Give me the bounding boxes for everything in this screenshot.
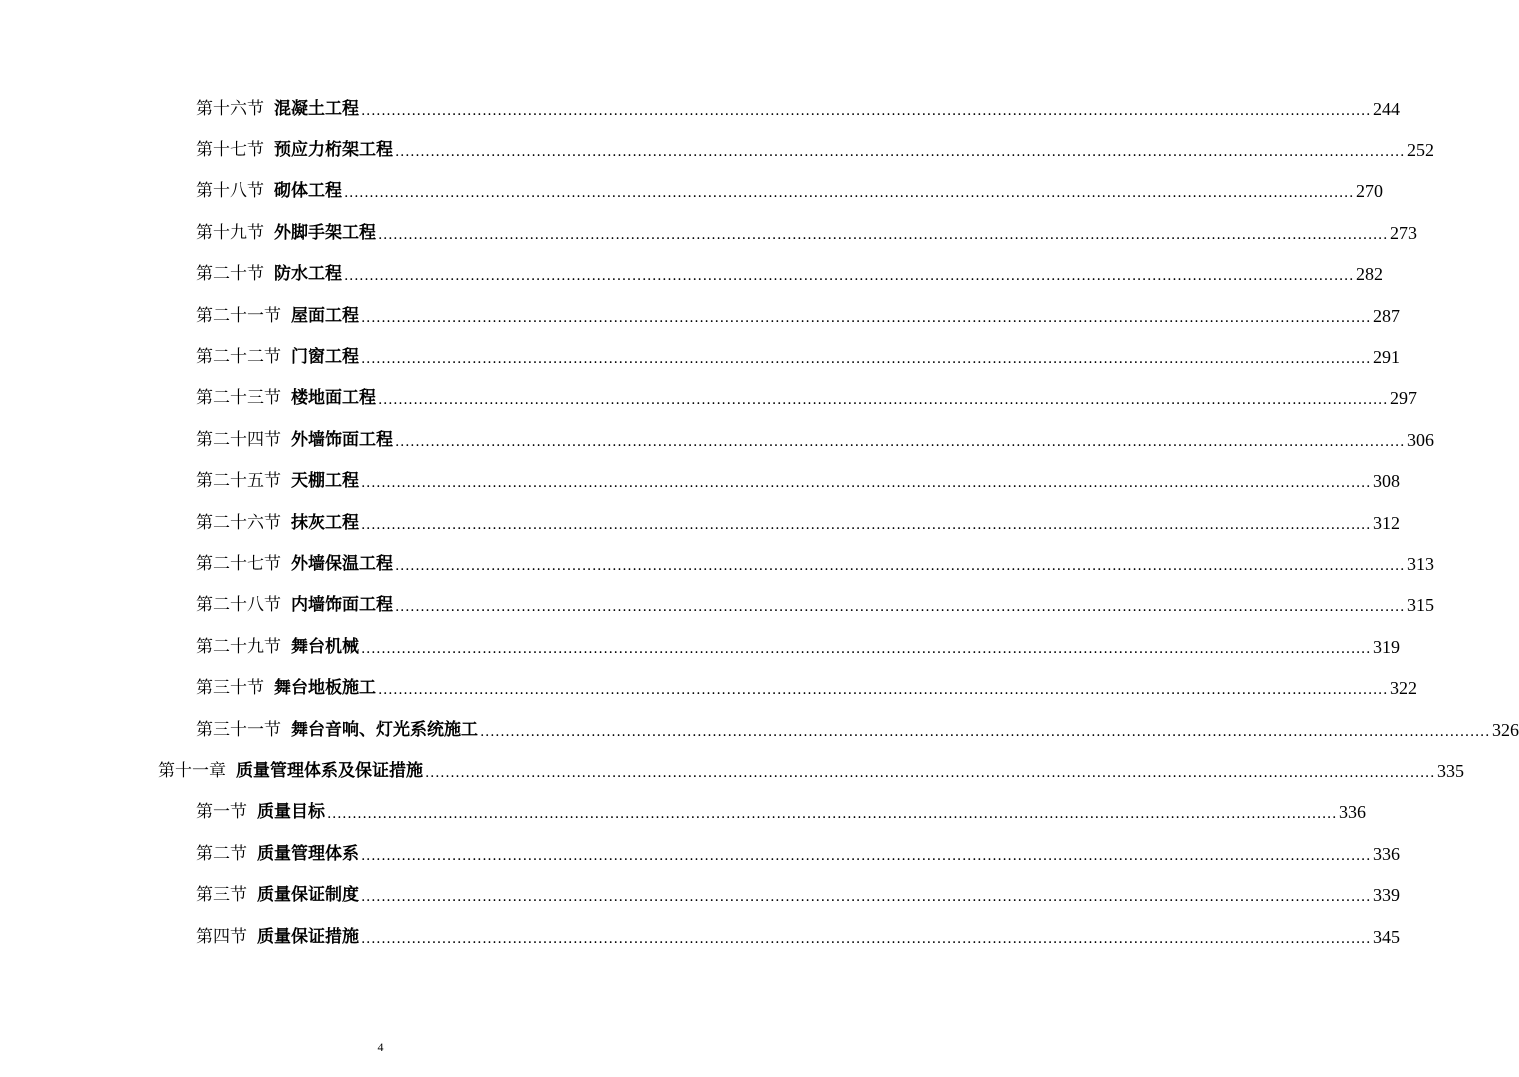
- toc-section-entry[interactable]: [0, 254, 1384, 295]
- toc-entry-title: 门窗工程: [291, 347, 359, 368]
- toc-entry-page: 319: [1373, 636, 1401, 657]
- toc-section-entry[interactable]: [0, 419, 1435, 460]
- toc-entry-title: 预应力桁架工程: [274, 140, 393, 161]
- toc-entry-page: 339: [1373, 885, 1401, 906]
- dot-leader: ........................................................................................................................................................................................................: [361, 847, 1372, 864]
- toc-entry-title: 混凝土工程: [274, 98, 359, 119]
- dot-leader: ........................................................................................................................................................................................................: [378, 682, 1389, 699]
- dot-leader: ........................................................................................................................................................................................................: [480, 723, 1491, 740]
- toc-entry-page: 336: [1373, 843, 1401, 864]
- toc-section-entry[interactable]: [0, 212, 1418, 253]
- dot-leader: ........................................................................................................................................................................................................: [378, 226, 1389, 243]
- toc-entry-title: 防水工程: [274, 264, 342, 285]
- toc-entry-number: 第二十六节: [196, 512, 281, 533]
- toc-section-entry[interactable]: [0, 585, 1435, 626]
- toc-entry-number: 第一节: [196, 802, 247, 823]
- toc-entry-number: 第十八节: [196, 181, 264, 202]
- dot-leader: ........................................................................................................................................................................................................: [378, 392, 1389, 409]
- toc-section-entry[interactable]: [0, 88, 1401, 129]
- toc-entry-title: 楼地面工程: [291, 388, 376, 409]
- toc-entry-number: 第二十四节: [196, 429, 281, 450]
- toc-entry-page: 306: [1407, 429, 1435, 450]
- toc-entry-page: 322: [1390, 678, 1418, 699]
- dot-leader: ........................................................................................................................................................................................................: [395, 557, 1406, 574]
- toc-entry-number: 第二十二节: [196, 347, 281, 368]
- toc-entry-number: 第二节: [196, 843, 247, 864]
- toc-entry-title: 天棚工程: [291, 471, 359, 492]
- toc-entry-number: 第四节: [196, 926, 247, 947]
- dot-leader: ........................................................................................................................................................................................................: [361, 516, 1372, 533]
- toc-section-entry[interactable]: [0, 336, 1401, 377]
- dot-leader: ........................................................................................................................................................................................................: [344, 268, 1355, 285]
- toc-entry-title: 屋面工程: [291, 305, 359, 326]
- toc-section-entry[interactable]: [0, 543, 1435, 584]
- toc-entry-number: 第十九节: [196, 222, 264, 243]
- toc-entry-number: 第三十节: [196, 678, 264, 699]
- toc-entry-page: 244: [1373, 98, 1401, 119]
- toc-entry-page: 313: [1407, 553, 1435, 574]
- toc-entry-title: 砌体工程: [274, 181, 342, 202]
- toc-section-entry[interactable]: [0, 709, 1519, 750]
- toc-section-entry[interactable]: [0, 295, 1401, 336]
- toc-entry-number: 第十七节: [196, 140, 264, 161]
- toc-entry-title: 外墙保温工程: [291, 553, 393, 574]
- toc-entry-page: 326: [1492, 719, 1519, 740]
- dot-leader: ........................................................................................................................................................................................................: [395, 599, 1406, 616]
- toc-entry-page: 308: [1373, 471, 1401, 492]
- toc-entry-title: 舞台机械: [291, 636, 359, 657]
- toc-entry-page: 345: [1373, 926, 1401, 947]
- toc-entry-title: 质量保证措施: [257, 926, 359, 947]
- toc-entry-title: 舞台音响、灯光系统施工: [291, 719, 478, 740]
- toc-entry-page: 297: [1390, 388, 1418, 409]
- toc-entry-page: 282: [1356, 264, 1384, 285]
- toc-entry-title: 质量保证制度: [257, 885, 359, 906]
- dot-leader: ........................................................................................................................................................................................................: [361, 102, 1372, 119]
- toc-entry-title: 内墙饰面工程: [291, 595, 393, 616]
- toc-entry-number: 第二十七节: [196, 553, 281, 574]
- toc-entry-page: 335: [1437, 760, 1465, 781]
- page-number: 4: [377, 1040, 384, 1054]
- toc-section-entry[interactable]: [0, 461, 1401, 502]
- dot-leader: ........................................................................................................................................................................................................: [361, 351, 1372, 368]
- toc-entry-title: 质量管理体系及保证措施: [236, 760, 423, 781]
- toc-entry-number: 第二十八节: [196, 595, 281, 616]
- toc-entry-page: 291: [1373, 347, 1401, 368]
- toc-entry-number: 第十六节: [196, 98, 264, 119]
- toc-section-entry[interactable]: [0, 874, 1401, 915]
- toc-entry-number: 第十一章: [158, 760, 226, 781]
- toc-entry-number: 第二十节: [196, 264, 264, 285]
- dot-leader: ........................................................................................................................................................................................................: [395, 433, 1406, 450]
- toc-section-entry[interactable]: [0, 792, 1367, 833]
- toc-entry-page: 312: [1373, 512, 1401, 533]
- toc-entry-title: 抹灰工程: [291, 512, 359, 533]
- toc-entry-page: 252: [1407, 140, 1435, 161]
- toc-entry-number: 第二十一节: [196, 305, 281, 326]
- dot-leader: ........................................................................................................................................................................................................: [395, 144, 1406, 161]
- table-of-contents: [0, 88, 1519, 957]
- toc-entry-page: 336: [1339, 802, 1367, 823]
- toc-entry-number: 第二十三节: [196, 388, 281, 409]
- toc-entry-title: 质量目标: [257, 802, 325, 823]
- toc-chapter-entry[interactable]: [0, 750, 1465, 791]
- toc-entry-title: 舞台地板施工: [274, 678, 376, 699]
- toc-section-entry[interactable]: [0, 378, 1418, 419]
- dot-leader: ........................................................................................................................................................................................................: [327, 806, 1338, 823]
- dot-leader: ........................................................................................................................................................................................................: [361, 889, 1372, 906]
- toc-section-entry[interactable]: [0, 916, 1401, 957]
- dot-leader: ........................................................................................................................................................................................................: [361, 640, 1372, 657]
- toc-entry-number: 第三节: [196, 885, 247, 906]
- toc-entry-title: 外脚手架工程: [274, 222, 376, 243]
- dot-leader: ........................................................................................................................................................................................................: [361, 475, 1372, 492]
- toc-entry-page: 287: [1373, 305, 1401, 326]
- toc-entry-page: 315: [1407, 595, 1435, 616]
- dot-leader: ........................................................................................................................................................................................................: [344, 185, 1355, 202]
- dot-leader: ........................................................................................................................................................................................................: [361, 930, 1372, 947]
- toc-section-entry[interactable]: [0, 626, 1401, 667]
- toc-entry-number: 第三十一节: [196, 719, 281, 740]
- toc-section-entry[interactable]: [0, 667, 1418, 708]
- toc-entry-title: 质量管理体系: [257, 843, 359, 864]
- toc-entry-page: 270: [1356, 181, 1384, 202]
- toc-entry-page: 273: [1390, 222, 1418, 243]
- toc-section-entry[interactable]: [0, 171, 1384, 212]
- toc-section-entry[interactable]: [0, 129, 1435, 170]
- dot-leader: ........................................................................................................................................................................................................: [361, 309, 1372, 326]
- dot-leader: ........................................................................................................................................................................................................: [425, 764, 1436, 781]
- toc-entry-number: 第二十九节: [196, 636, 281, 657]
- toc-section-entry[interactable]: [0, 833, 1401, 874]
- toc-entry-number: 第二十五节: [196, 471, 281, 492]
- toc-section-entry[interactable]: [0, 502, 1401, 543]
- toc-entry-title: 外墙饰面工程: [291, 429, 393, 450]
